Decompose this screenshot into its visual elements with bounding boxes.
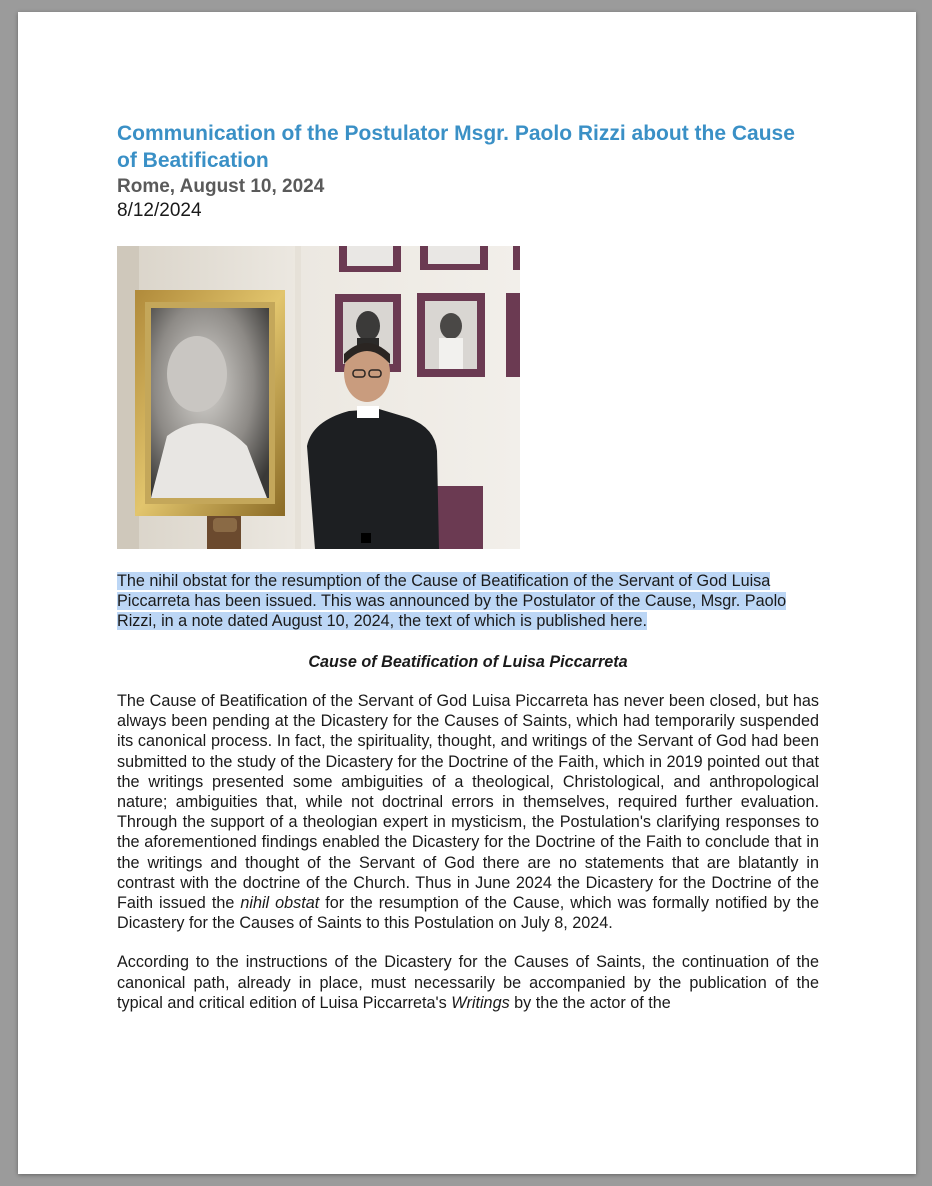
paragraph-text: The Cause of Beatification of the Servant of God Luisa Piccarreta has never been closed, but has always been pending at the Dicastery for the Causes of Saints, which had temporarily suspended its canonical process. In fact, the spirituality, thought, and writings of the Servant of God had been submitted to the study of the Dicastery for the Doctrine of the Faith, which in 2019 pointed out that the writings presented some ambiguities of a theological, Christological, and anthropological nature; ambiguities that, while not doctrinal errors in themselves, required further evaluation. Through the support of a theologian expert in mysticism, the Postulation's clarifying responses to the aforementioned findings enabled the Dicastery for the Doctrine of the Faith to conclude that in the writings and thought of the Servant of God there are no statements that are blatantly in contrast with the doctrine of the Church. Thus in June 2024 the Dicastery for the Doctrine of the Faith issued the bbox=[117, 692, 819, 913]
selected-text-highlight[interactable]: The nihil obstat for the resumption of the Cause of Beatification of the Servant of God Luisa Piccarreta has been issued. This was announced by the Postulator of the Cause, Msgr. Paolo Rizzi, in a note dated August 10, 2024, the text of which is published here. bbox=[117, 572, 787, 630]
paragraph-text: by the the actor of the bbox=[509, 993, 671, 1012]
lead-paragraph[interactable] bbox=[117, 571, 819, 631]
article-content bbox=[117, 120, 819, 1013]
emphasized-term: Writings bbox=[451, 993, 510, 1012]
body-paragraph bbox=[117, 691, 819, 933]
document-page bbox=[18, 12, 916, 1174]
article-dateline: Rome, August 10, 2024 bbox=[117, 176, 325, 197]
article-title: Communication of the Postulator Msgr. Paolo Rizzi about the Cause of Beatification bbox=[117, 122, 795, 172]
paragraph-text: for the resumption of the Cause, which was formally notified by the Dicastery for the Causes of Saints to this Postulation on July 8, 2024. bbox=[117, 894, 819, 933]
paragraph-text: According to the instructions of the Dicastery for the Causes of Saints, the continuation of the canonical path, already in place, must necessarily be accompanied by the publication of the typical and critical edition of Luisa Piccarreta's bbox=[117, 953, 819, 1012]
publication-date: 8/12/2024 bbox=[117, 200, 202, 221]
emphasized-term: nihil obstat bbox=[240, 894, 320, 913]
body-paragraph bbox=[117, 952, 819, 1013]
section-heading: Cause of Beatification of Luisa Piccarreta bbox=[308, 653, 628, 671]
article-photo bbox=[117, 246, 520, 549]
